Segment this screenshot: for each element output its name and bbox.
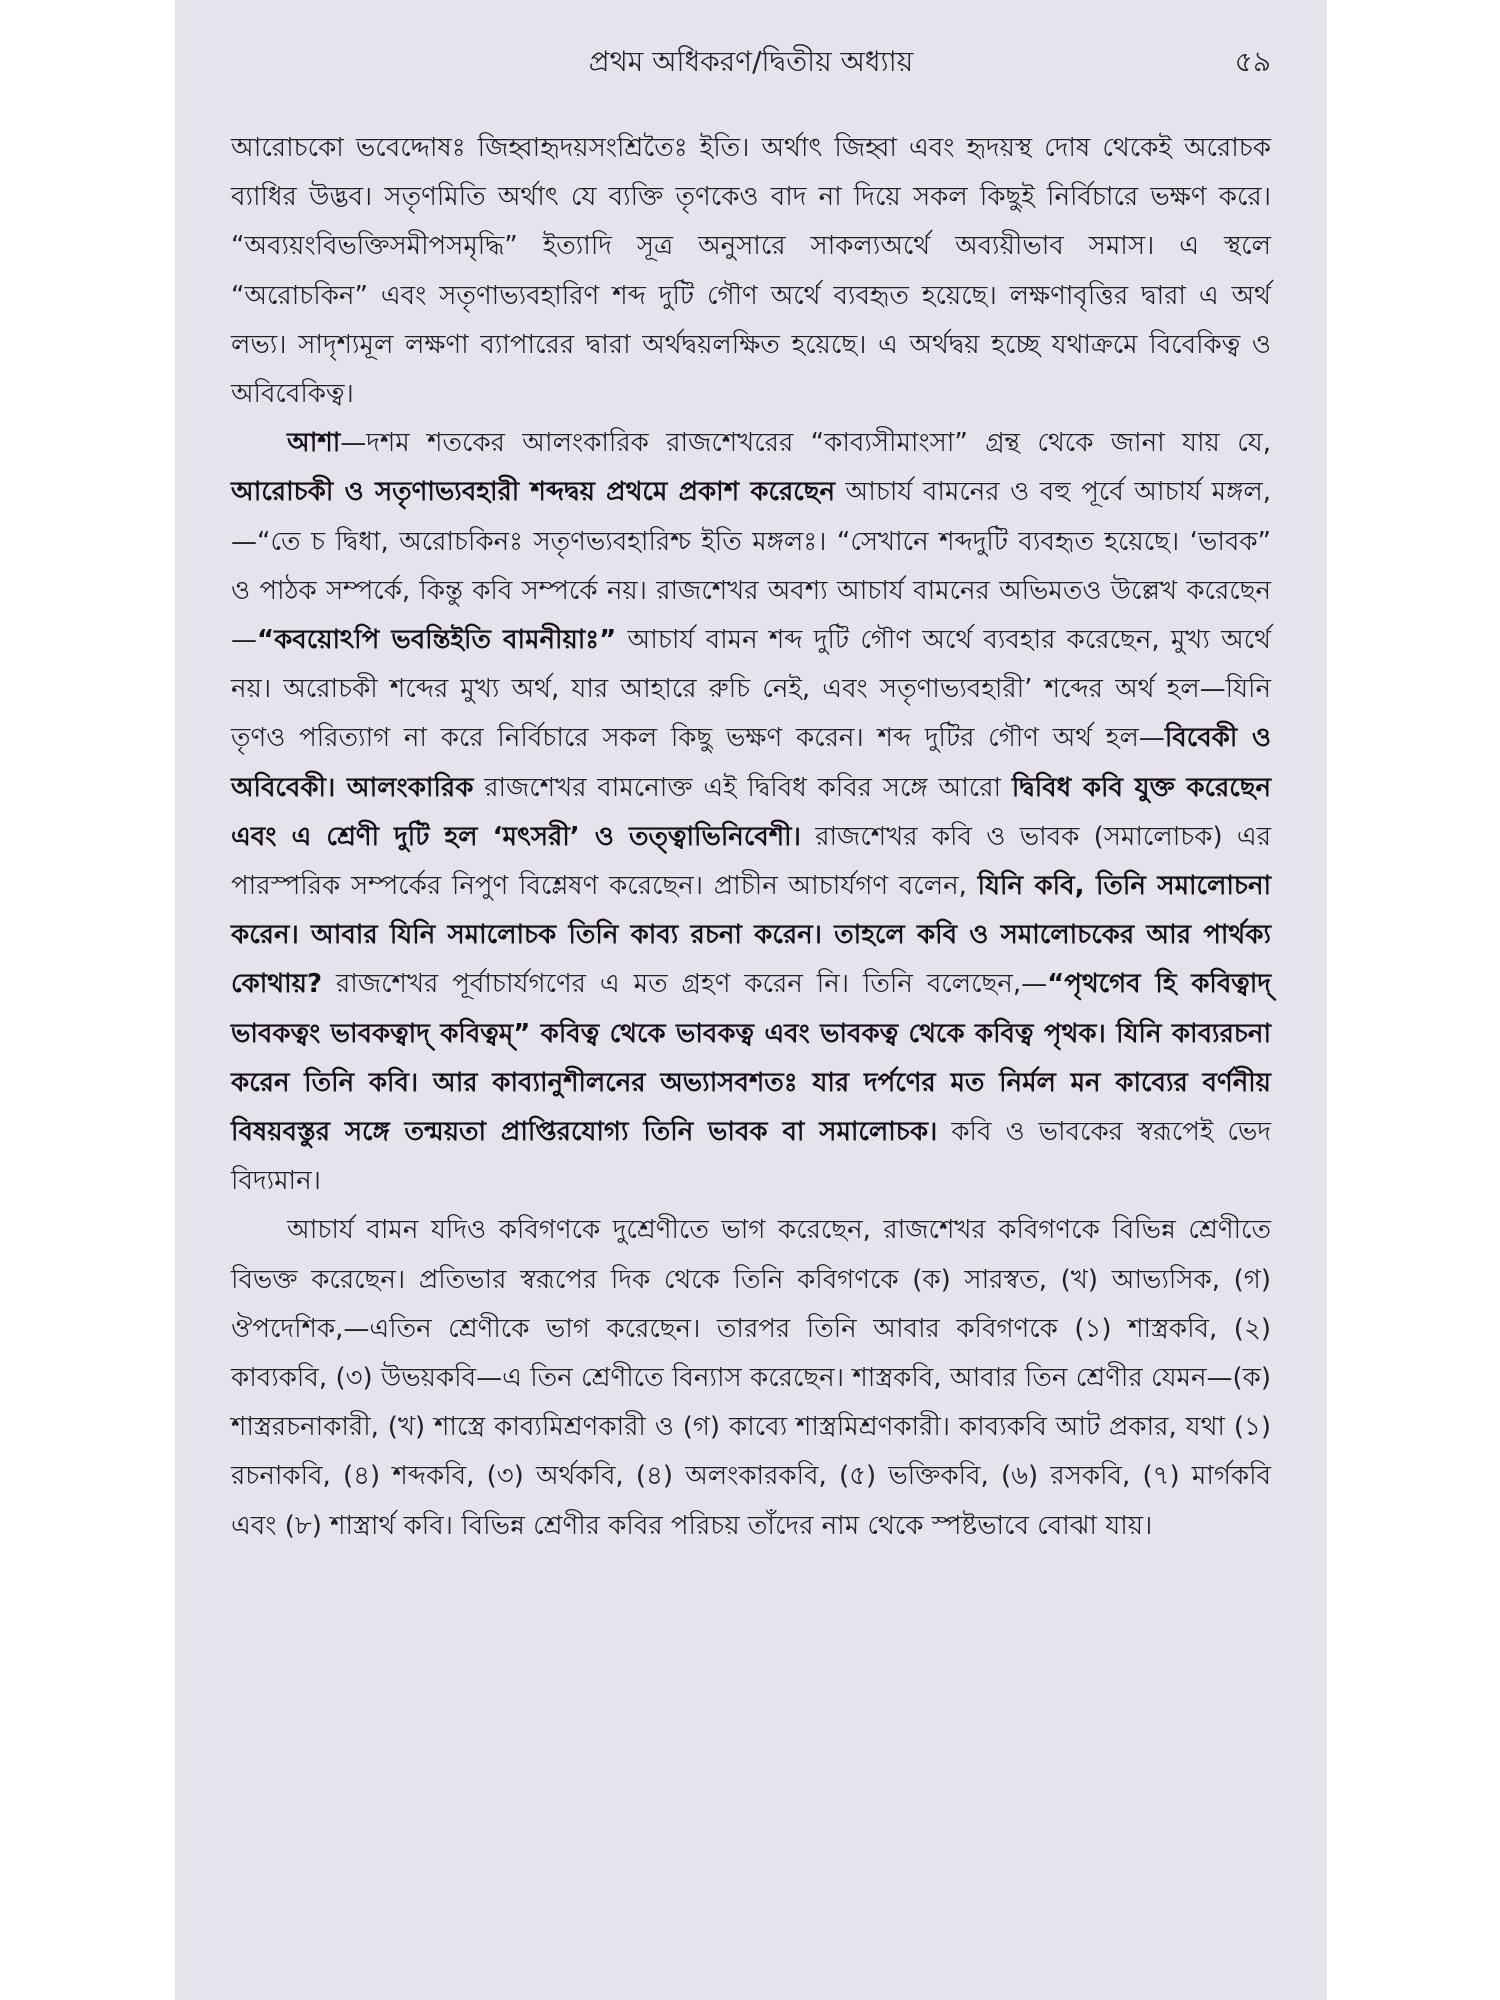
running-header	[231, 34, 1271, 86]
paragraph-text: আচার্য বামন শব্দ দুটি গৌণ অর্থে ব্যবহার করেছেন, মুখ্য অর্থে নয়। অরোচকী শব্দের মুখ্য অর্থ, যার আহারে রুচি নেই, এবং সতৃণাভ্যবহারী’ শব্দের অর্থ হল—যিনি তৃণও পরিত্যাগ না করে নির্বিচারে সকল কিছু ভক্ষণ করেন। শব্দ দুটির গৌণ অর্থ হল—	[231, 625, 1271, 754]
bold-phrase: আরোচকী ও সতৃণাভ্যবহারী শব্দদ্বয় প্রথমে প্রকাশ করেছেন	[231, 477, 836, 508]
paragraph-text: রাজশেখর পূর্বাচার্যগণের এ মত গ্রহণ করেন নি। তিনি বলেছেন,—	[322, 969, 1048, 1000]
paragraph-1: আরোচকো ভবেদ্দোষঃ জিহ্বাহৃদয়সংশ্রিতৈঃ ইতি। অর্থাৎ জিহ্বা এবং হৃদয়স্থ দোষ থেকেই অরোচক ব্যাধির উদ্ভব। সতৃণমিতি অর্থাৎ যে ব্যক্তি তৃণকেও বাদ না দিয়ে সকল কিছুই নির্বিচারে ভক্ষণ করে। “অব্যয়ংবিভক্তিসমীপসমৃদ্ধি” ইত্যাদি সূত্র অনুসারে সাকল্যঅর্থে অব্যয়ীভাব সমাস। এ স্থলে “অরোচকিন” এবং সতৃণাভ্যবহারিণ শব্দ দুটি গৌণ অর্থে ব্যবহৃত হয়েছে। লক্ষণাবৃত্তির দ্বারা এ অর্থ লভ্য। সাদৃশ্যমূল লক্ষণা ব্যাপারের দ্বারা অর্থদ্বয়লক্ষিত হয়েছে। এ অর্থদ্বয় হচ্ছে যথাক্রমে বিবেকিত্ব ও অবিবেকিত্ব।	[231, 133, 1271, 410]
page-number: ৫৯	[1234, 45, 1271, 78]
paragraph-text: রাজশেখর কবি ও ভাবক (সমালোচক) এর পারস্পরিক সম্পর্কের নিপুণ বিশ্লেষণ করেছেন। প্রাচীন আচার্যগণ বলেন,	[231, 821, 1272, 902]
bold-quote: “কবয়োঽপি ভবন্তিইতি বামনীয়াঃ”	[257, 625, 617, 656]
book-page	[175, 0, 1327, 2000]
paragraph-text: —দশম শতকের আলংকারিক রাজশেখরের “কাব্যসীমাংসা” গ্রন্থ থেকে জানা যায় যে,	[340, 428, 1271, 459]
paragraph-3: আচার্য বামন যদিও কবিগণকে দুশ্রেণীতে ভাগ করেছেন, রাজশেখর কবিগণকে বিভিন্ন শ্রেণীতে বিভক্ত করেছেন। প্রতিভার স্বরূপের দিক থেকে তিনি কবিগণকে (ক) সারস্বত, (খ) আভ্যসিক, (গ) ঔপদেশিক,—এতিন শ্রেণীকে ভাগ করেছেন। তারপর তিনি আবার কবিগণকে (১) শাস্ত্রকবি, (২) কাব্যকবি, (৩) উভয়কবি—এ তিন শ্রেণীতে বিন্যাস করেছেন। শাস্ত্রকবি, আবার তিন শ্রেণীর যেমন—(ক) শাস্ত্ররচনাকারী, (খ) শাস্ত্রে কাব্যমিশ্রণকারী ও (গ) কাব্যে শাস্ত্রমিশ্রণকারী। কাব্যকবি আট প্রকার, যথা (১) রচনাকবি, (৪) শব্দকবি, (৩) অর্থকবি, (৪) অলংকারকবি, (৫) ভক্তিকবি, (৬) রসকবি, (৭) মার্গকবি এবং (৮) শাস্ত্রার্থ কবি। বিভিন্ন শ্রেণীর কবির পরিচয় তাঁদের নাম থেকে স্পষ্টভাবে বোঝা যায়।	[231, 1215, 1271, 1541]
paragraph-text: আচার্য বামনের ও বহু পূর্বে আচার্য মঙ্গল,—“তে চ দ্বিধা, অরোচকিনঃ সতৃণভ্যবহারিশ্চ ইতি মঙ্গলঃ। “সেখানে শব্দদুটি ব্যবহৃত হয়েছে। ‘ভাবক” ও পাঠক সম্পর্কে, কিন্তু কবি সম্পর্কে নয়। রাজশেখর অবশ্য আচার্য বামনের অভিমতও উল্লেখ করেছেন—	[231, 477, 1271, 656]
paragraph-text: কবি ও ভাবকের স্বরূপেই ভেদ বিদ্যমান।	[231, 1117, 1271, 1197]
chapter-title: প্রথম অধিকরণ/দ্বিতীয় অধ্যায়	[588, 45, 914, 78]
paragraph-text: রাজশেখর বামনোক্ত এই দ্বিবিধ কবির সঙ্গে আরো	[473, 772, 1012, 803]
bold-term: আশা	[287, 428, 341, 459]
bold-quote: “পৃথগেব হি কবিত্বাদ্ ভাবকত্বং ভাবকত্বাদ্ কবিত্বম্” কবিত্ব থেকে ভাবকত্ব এবং ভাবকত্ব থেকে কবিত্ব পৃথক। যিনি কাব্যরচনা করেন তিনি কবি। আর কাব্যানুশীলনের অভ্যাসবশতঃ যার দর্পণের মত নির্মল মন কাব্যের বর্ণনীয় বিষয়বস্তুর সঙ্গে তন্ময়তা প্রাপ্তিরযোগ্য তিনি ভাবক বা সমালোচক।	[231, 969, 1272, 1148]
paragraph-2	[231, 419, 1271, 1206]
page-body	[231, 124, 1271, 1551]
bold-phrase: বিবেকী ও অবিবেকী। আলংকারিক	[231, 723, 1271, 803]
bold-phrase: দ্বিবিধ কবি যুক্ত করেছেন এবং এ শ্রেণী দুটি হল ‘মৎসরী’ ও তত্ত্বাভিনিবেশী।	[231, 772, 1271, 852]
bold-phrase: যিনি কবি, তিনি সমালোচনা করেন। আবার যিনি সমালোচক তিনি কাব্য রচনা করেন। তাহলে কবি ও সমালোচকের আর পার্থক্য কোথায়?	[231, 871, 1272, 1000]
